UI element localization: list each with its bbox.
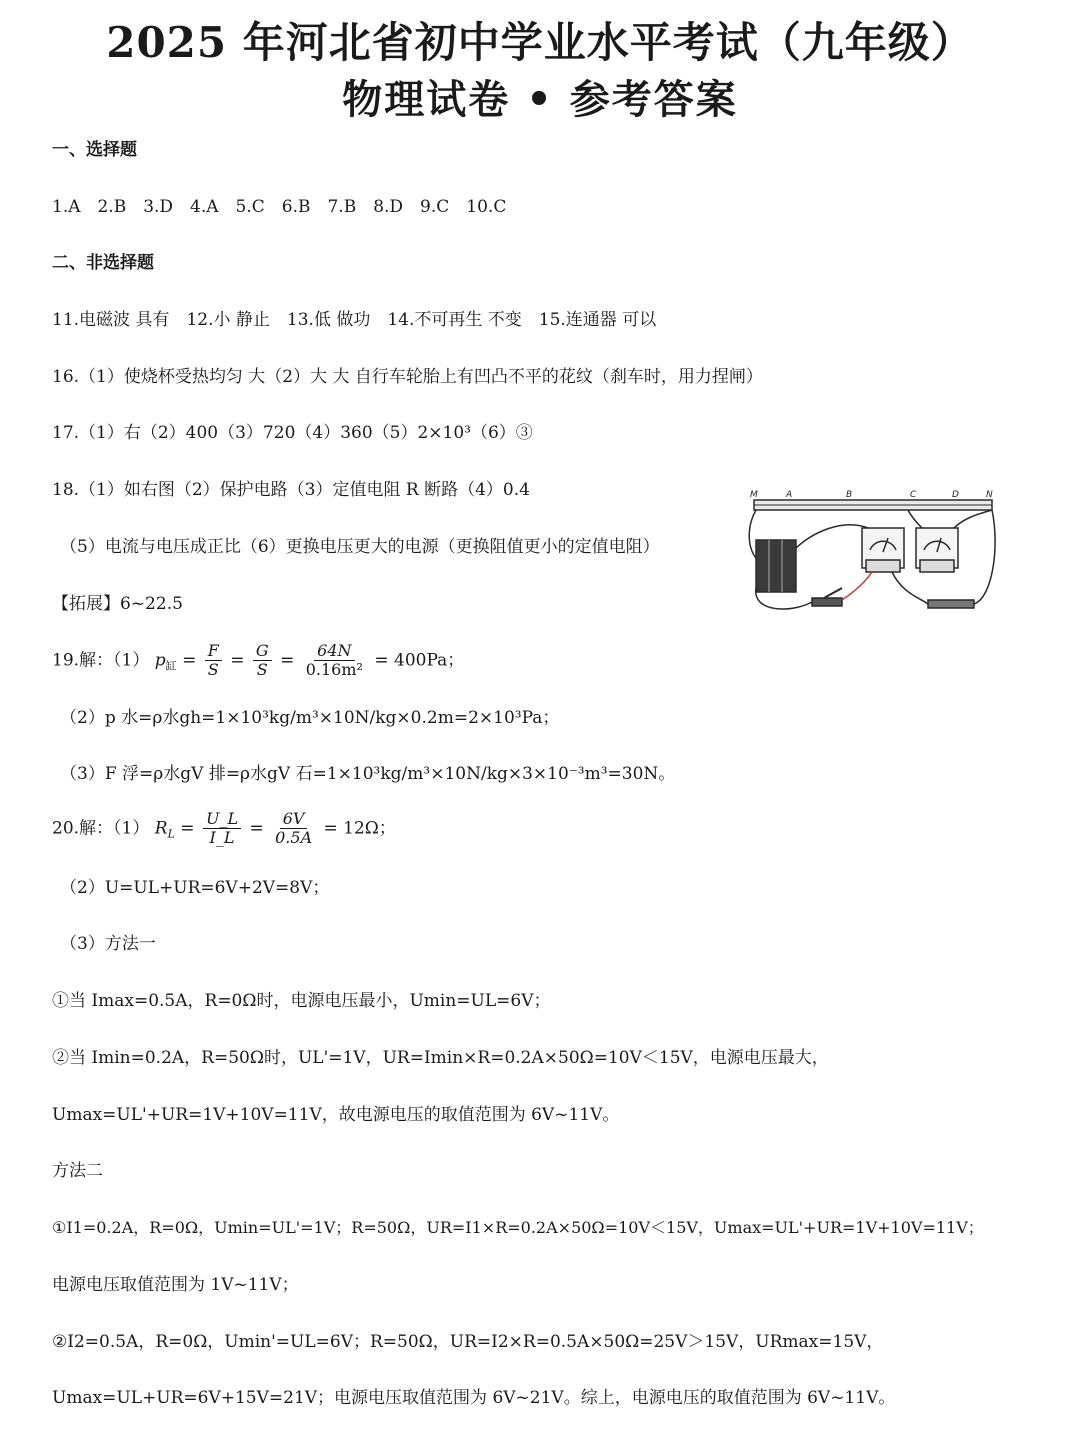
answer-q20-part1: 20.解：（1） $R_L$ = $\frac{U\_L}{I\_L}$ = $\frac{6V}{0.5A}$ = 12Ω； xyxy=(52,809,396,847)
answer-q20-part3-title: （3）方法一 xyxy=(60,934,156,954)
answer-q18-part1: 18.（1）如右图（2）保护电路（3）定值电阻 R 断路（4）0.4 xyxy=(52,480,530,500)
method2-step2: ②I2=0.5A，R=0Ω，Umin'=UL=6V；R=50Ω，UR=I2×R=0.5A×50Ω=25V＞15V，URmax=15V， xyxy=(52,1332,884,1352)
label-m: M xyxy=(750,490,758,500)
choice-answers: 1.A 2.B 3.D 4.A 5.C 6.B 7.B 8.D 9.C 10.C xyxy=(52,197,507,217)
method1-step1: ①当 Imax=0.5A，R=0Ω时，电源电压最小，Umin=UL=6V； xyxy=(52,991,551,1011)
answer-q19-part3: （3）F 浮=ρ水gV 排=ρ水gV 石=1×10³kg/m³×10N/kg×3×10⁻³m³=30N。 xyxy=(60,764,676,784)
document-subtitle: 物理试卷 • 参考答案 xyxy=(342,76,738,123)
q19-fraction-3: $\frac{64N}{\text{0.16m²}}$ xyxy=(305,641,363,679)
q19-result: = 400Pa； xyxy=(374,650,465,671)
method2-step1-range: 电源电压取值范围为 1V~11V； xyxy=(52,1275,299,1295)
document-title: 2025 年河北省初中学业水平考试（九年级） xyxy=(106,18,974,67)
q20-fraction-1: $\frac{U\_L}{I\_L}$ xyxy=(203,810,241,847)
method2-title: 方法二 xyxy=(52,1161,103,1181)
answer-q18-part2: （5）电流与电压成正比（6）更换电压更大的电源（更换阻值更小的定值电阻） xyxy=(60,537,660,557)
q20-r-sub: L xyxy=(167,827,175,841)
method2-step1: ①I1=0.2A，R=0Ω，Umin=UL'=1V；R=50Ω，UR=I1×R=0.2A×50Ω=10V＜15V，Umax=UL'+UR=1V+10V=11V； xyxy=(52,1218,984,1237)
answer-extension: 【拓展】6~22.5 xyxy=(52,594,183,614)
q20-prefix: 20.解：（1） xyxy=(52,818,150,839)
q19-p-symbol: p xyxy=(154,650,166,671)
label-a: A xyxy=(786,490,793,500)
label-d: D xyxy=(952,490,959,500)
label-b: B xyxy=(846,490,853,500)
label-c: C xyxy=(910,490,917,500)
q19-p-sub: 缸 xyxy=(165,659,177,673)
section-heading-choice: 一、选择题 xyxy=(52,140,137,160)
method1-conclusion: Umax=UL'+UR=1V+10V=11V，故电源电压的取值范围为 6V~11V。 xyxy=(52,1105,620,1125)
q19-fraction-1: $\frac{F}{S}$ xyxy=(205,642,222,679)
q20-fraction-2: $\frac{6V}{0.5A}$ xyxy=(275,809,313,847)
answer-q11-15: 11.电磁波 具有 12.小 静止 13.低 做功 14.不可再生 不变 15.连通器 可以 xyxy=(52,310,657,330)
answer-q19-part1: 19.解：（1） $p_缸$ = $\frac{F}{S}$ = $\frac{G}{S}$ = $\frac{64N}{\text{0.16m²}}$ = 400Pa； xyxy=(52,641,465,679)
q20-result: = 12Ω； xyxy=(323,818,396,839)
method2-conclusion: Umax=UL+UR=6V+15V=21V；电源电压取值范围为 6V~21V。综上，电源电压的取值范围为 6V~11V。 xyxy=(52,1388,896,1408)
circuit-diagram xyxy=(742,488,1004,620)
switch-icon xyxy=(812,598,842,606)
method1-step2: ②当 Imin=0.2A，R=50Ω时，UL'=1V，UR=Imin×R=0.2A×50Ω=10V＜15V，电源电压最大， xyxy=(52,1048,829,1068)
resistor-icon xyxy=(928,600,974,608)
q19-prefix: 19.解：（1） xyxy=(52,650,150,671)
answer-q16: 16.（1）使烧杯受热均匀 大（2）大 大 自行车轮胎上有凹凸不平的花纹（刹车时，用力捏闸） xyxy=(52,367,763,387)
q19-fraction-2: $\frac{G}{S}$ xyxy=(253,642,272,679)
answer-q19-part2: （2）p 水=ρ水gh=1×10³kg/m³×10N/kg×0.2m=2×10³Pa； xyxy=(60,708,560,728)
answer-q17: 17.（1）右（2）400（3）720（4）360（5）2×10³（6）③ xyxy=(52,423,533,443)
q20-r-symbol: R xyxy=(154,818,168,839)
answer-q20-part2: （2）U=UL+UR=6V+2V=8V； xyxy=(60,878,330,898)
section-heading-nonchoice: 二、非选择题 xyxy=(52,253,154,273)
label-n: N xyxy=(986,490,993,500)
battery-icon xyxy=(756,540,796,592)
